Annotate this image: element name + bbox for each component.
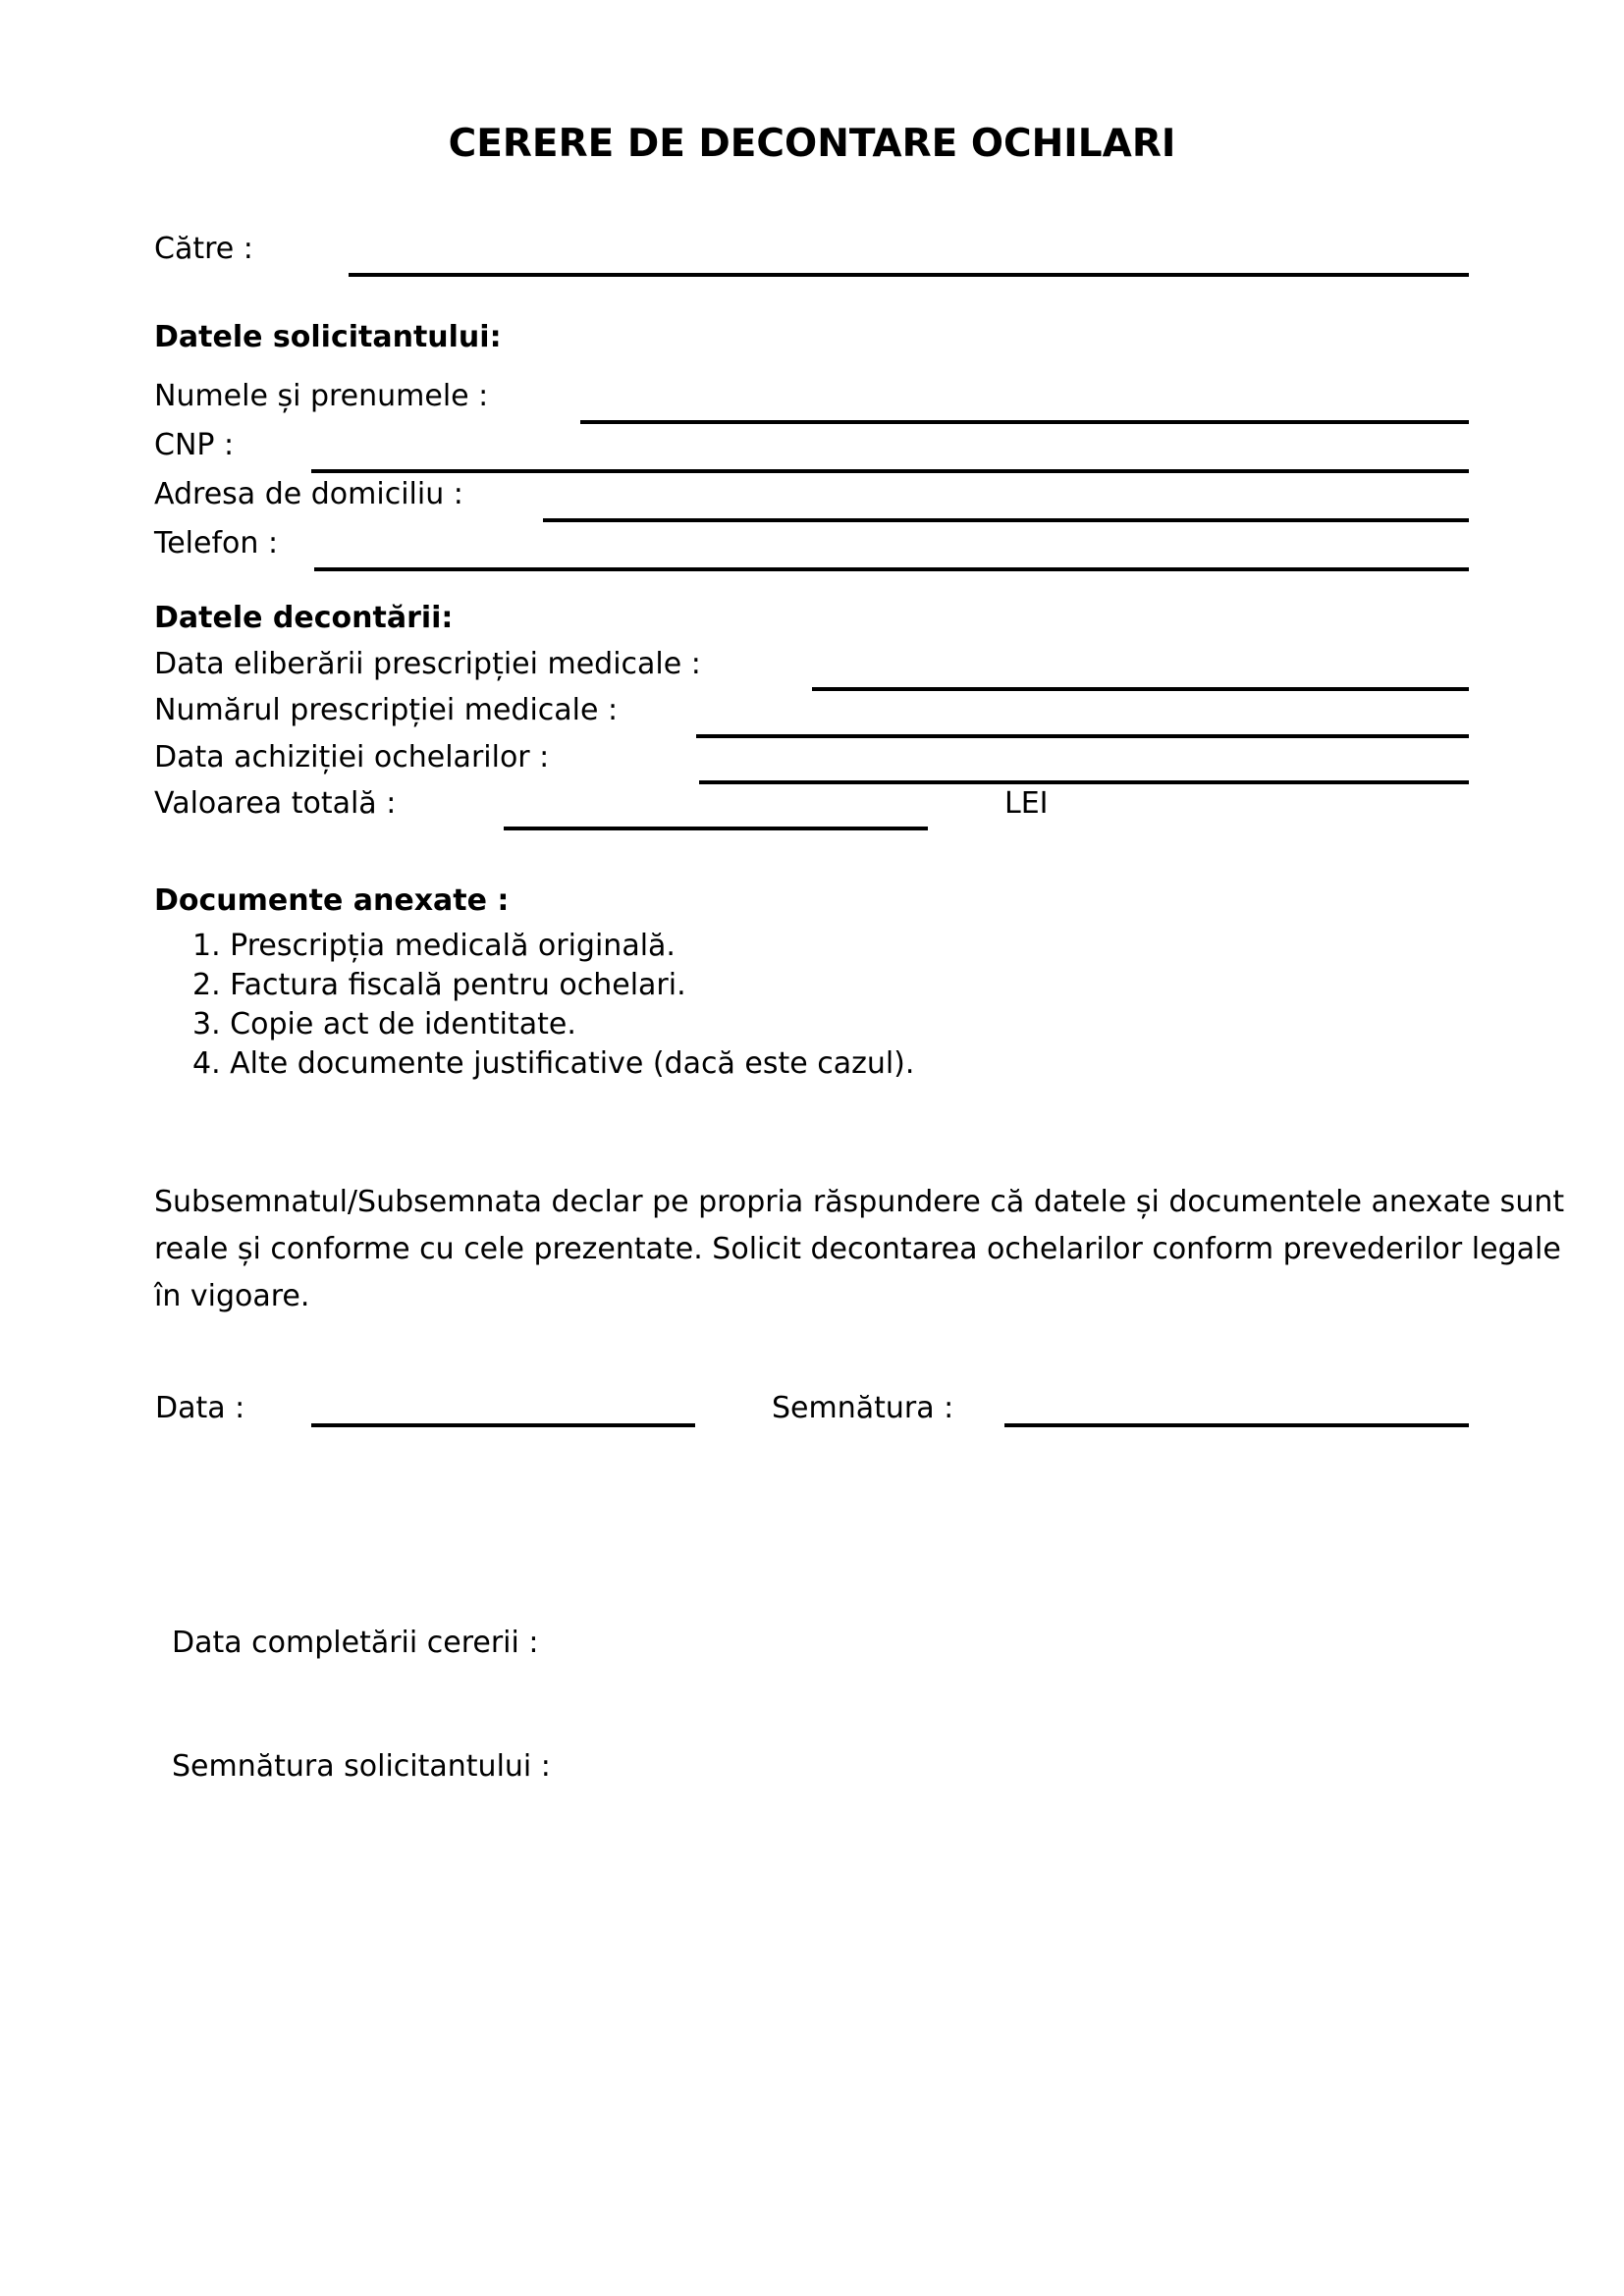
- cnp-input-line[interactable]: [311, 469, 1469, 473]
- address-input-line[interactable]: [543, 518, 1469, 522]
- prescription-number-input-line[interactable]: [696, 734, 1469, 738]
- signature-input-line[interactable]: [1004, 1423, 1469, 1427]
- recipient-label: Către :: [154, 232, 253, 266]
- document-list-item: 2. Factura fiscală pentru ochelari.: [192, 968, 686, 1002]
- declaration-line: Subsemnatul/Subsemnata declar pe propria răspundere că datele și documentele anexate sunt: [154, 1185, 1565, 1219]
- applicant-section-heading: Datele solicitantului:: [154, 320, 502, 354]
- page-title-row: [0, 122, 1624, 166]
- phone-input-line[interactable]: [314, 567, 1469, 571]
- prescription-issue-date-label: Data eliberării prescripției medicale :: [154, 647, 701, 681]
- document-list-item: 1. Prescripția medicală originală.: [192, 929, 676, 963]
- currency-label: LEI: [1004, 786, 1049, 821]
- total-value-input-line[interactable]: [504, 827, 928, 830]
- reimbursement-section-heading: Datele decontării:: [154, 601, 454, 635]
- total-value-label: Valoarea totală :: [154, 786, 397, 821]
- phone-label: Telefon :: [154, 526, 279, 561]
- completion-date-label: Data completării cererii :: [172, 1626, 539, 1660]
- prescription-issue-date-input-line[interactable]: [812, 687, 1469, 691]
- cnp-label: CNP :: [154, 428, 235, 462]
- document-list-item: 4. Alte documente justificative (dacă este cazul).: [192, 1046, 915, 1081]
- declaration-paragraph: [154, 1179, 1564, 1320]
- documents-section-heading: Documente anexate :: [154, 883, 510, 918]
- purchase-date-label: Data achiziției ochelarilor :: [154, 740, 550, 774]
- declaration-line: în vigoare.: [154, 1279, 310, 1313]
- signature-label: Semnătura :: [772, 1391, 954, 1425]
- applicant-signature-label: Semnătura solicitantului :: [172, 1749, 551, 1784]
- address-label: Adresa de domiciliu :: [154, 477, 463, 511]
- recipient-input-line[interactable]: [349, 273, 1469, 277]
- declaration-line: reale și conforme cu cele prezentate. Solicit decontarea ochelarilor conform prevederilor legale: [154, 1232, 1561, 1266]
- document-list-item: 3. Copie act de identitate.: [192, 1007, 576, 1041]
- name-label: Numele și prenumele :: [154, 379, 489, 413]
- date-input-line[interactable]: [311, 1423, 695, 1427]
- name-input-line[interactable]: [580, 420, 1469, 424]
- date-label: Data :: [155, 1391, 245, 1425]
- prescription-number-label: Numărul prescripției medicale :: [154, 693, 619, 727]
- page-title: CERERE DE DECONTARE OCHILARI: [448, 122, 1176, 166]
- purchase-date-input-line[interactable]: [699, 780, 1469, 784]
